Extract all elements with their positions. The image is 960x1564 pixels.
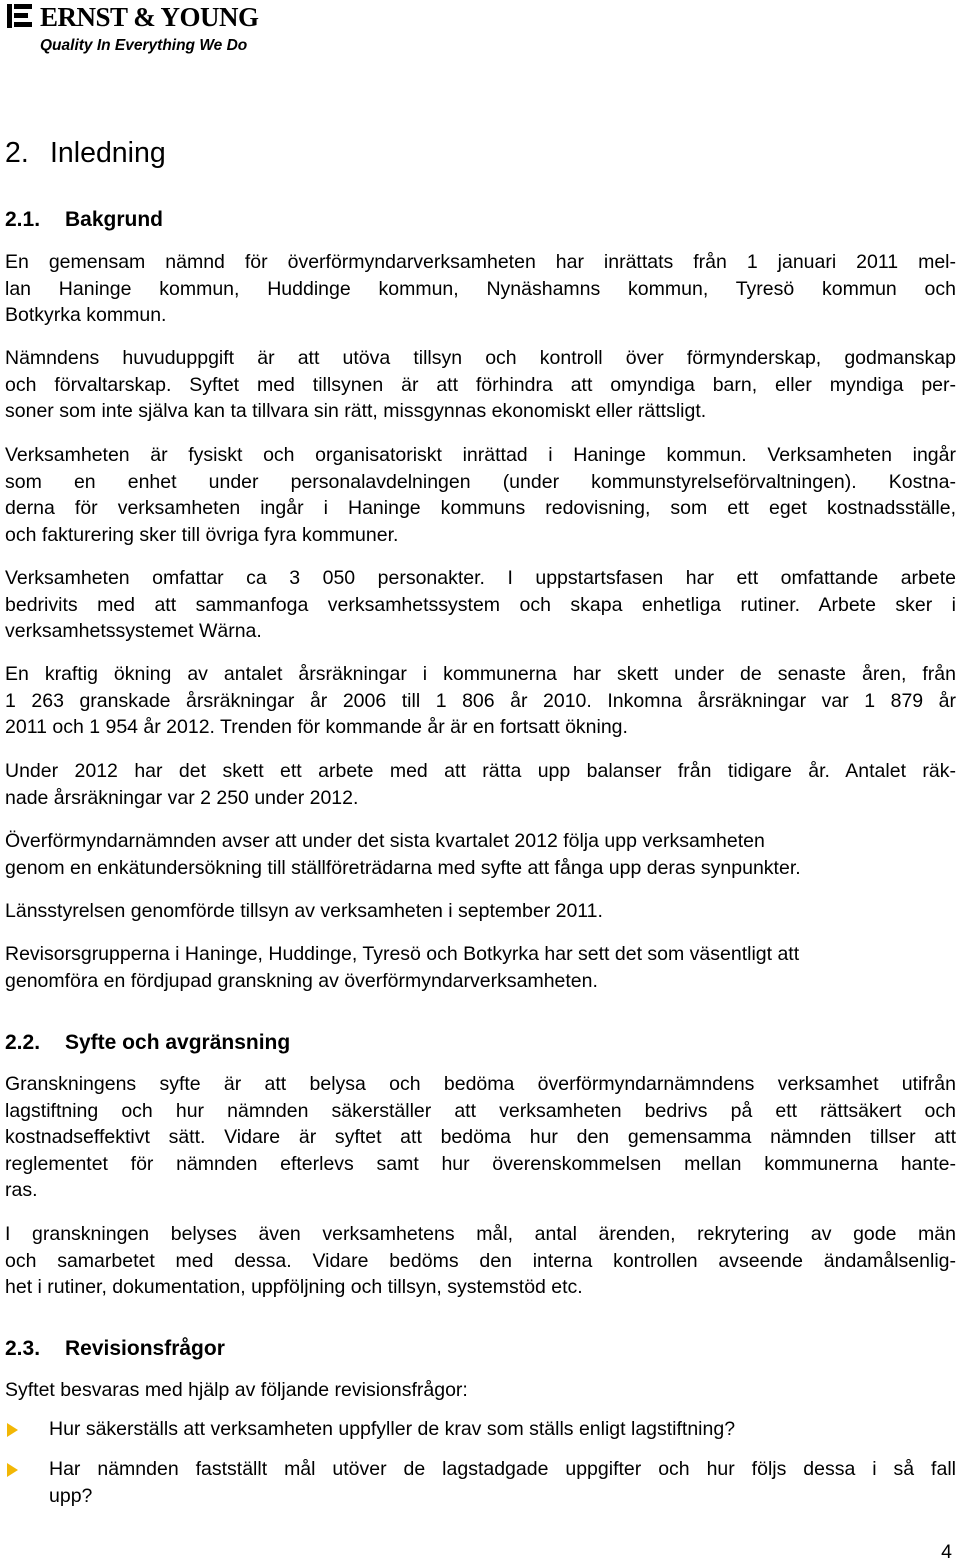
text-line: kostnadseffektivt sätt. Vidare är syftet att bedöma hur den gemensamma nämnden tillser att bbox=[5, 1126, 956, 1149]
section-heading-syfte bbox=[5, 1031, 290, 1055]
paragraph bbox=[5, 565, 956, 645]
text-line: och samarbetet med dessa. Vidare bedöms den interna kontrollen avseende ändamålsenlig- bbox=[5, 1249, 956, 1272]
section-number: 2.3. bbox=[5, 1337, 41, 1360]
text-line: En kraftig ökning av antalet årsräkningar i kommunerna har skett under de senaste åren, från bbox=[5, 663, 956, 685]
text-line: genomföra en fördjupad granskning av överförmyndarverksamheten. bbox=[5, 969, 598, 992]
text-line: I granskningen belyses även verksamhetens mål, antal ärenden, rekrytering av gode män bbox=[5, 1223, 956, 1245]
paragraph bbox=[5, 1221, 956, 1301]
text-line: lagstiftning och hur nämnden säkerställer att verksamheten bedrivs på ett rättsäkert och bbox=[5, 1099, 956, 1122]
section-number: 2.2. bbox=[5, 1031, 41, 1054]
company-logo bbox=[6, 2, 266, 58]
triangle-bullet-icon bbox=[7, 1423, 18, 1437]
text-line: och fakturering sker till övriga fyra kommuner. bbox=[5, 523, 399, 546]
triangle-bullet-icon bbox=[7, 1463, 18, 1477]
bullet-text bbox=[49, 1416, 956, 1443]
text-line: Botkyrka kommun. bbox=[5, 304, 167, 327]
bullet-item bbox=[5, 1416, 956, 1443]
text-line: ras. bbox=[5, 1179, 38, 1202]
text-line: En gemensam nämnd för överförmyndarverksamheten har inrättats från 1 januari 2011 mel- bbox=[5, 251, 956, 273]
text-line: och förvaltarskap. Syftet med tillsynen är att förhindra att omyndiga barn, eller myndiga per- bbox=[5, 373, 956, 396]
chapter-number: 2. bbox=[5, 137, 29, 169]
text-line: Granskningens syfte är att belysa och bedöma överförmyndarnämndens verksamhet utifrån bbox=[5, 1073, 956, 1095]
section-heading-bakgrund bbox=[5, 208, 163, 232]
paragraph bbox=[5, 1071, 956, 1204]
text-line: reglementet för nämnden efterlevs samt hur överenskommelsen mellan kommunerna hante- bbox=[5, 1152, 956, 1175]
text-line: 2011 och 1 954 år 2012. Trenden för kommande år är en fortsatt ökning. bbox=[5, 716, 628, 739]
section-number: 2.1. bbox=[5, 208, 41, 231]
section-title: Bakgrund bbox=[65, 208, 164, 231]
text-line: 1 263 granskade årsräkningar år 2006 till 1 806 år 2010. Inkomna årsräkningar var 1 879 år bbox=[5, 689, 956, 712]
text-line: Har nämnden fastställt mål utöver de lagstadgade uppgifter och hur följs dessa i så fall bbox=[49, 1458, 956, 1480]
text-line: Verksamheten är fysiskt och organisatoriskt inrättad i Haninge kommun. Verksamheten ingår bbox=[5, 444, 956, 466]
text-line: Nämndens huvuduppgift är att utöva tillsyn och kontroll över förmynderskap, godmanskap bbox=[5, 347, 956, 369]
logo-wordmark: ERNST & YOUNG bbox=[40, 2, 259, 32]
text-line: Överförmyndarnämnden avser att under det sista kvartalet 2012 följa upp verksamheten bbox=[5, 830, 765, 852]
bullet-text bbox=[49, 1456, 956, 1510]
section-heading-revisionsfragor bbox=[5, 1337, 225, 1361]
chapter-title: Inledning bbox=[50, 137, 166, 169]
text-line: upp? bbox=[49, 1485, 93, 1507]
text-line: Revisorsgrupperna i Haninge, Huddinge, Tyresö och Botkyrka har sett det som väsentligt att bbox=[5, 943, 800, 965]
text-line: genom en enkätundersökning till ställföreträdarna med syfte att fånga upp deras synpunkter. bbox=[5, 856, 801, 879]
chapter-heading bbox=[5, 137, 166, 170]
bullet-item bbox=[5, 1456, 956, 1510]
section-title: Syfte och avgränsning bbox=[65, 1031, 291, 1054]
paragraph bbox=[5, 941, 956, 994]
section-title: Revisionsfrågor bbox=[65, 1337, 225, 1360]
page-number: 4 bbox=[941, 1541, 952, 1563]
paragraph bbox=[5, 898, 956, 925]
text-line: Under 2012 har det skett ett arbete med att rätta upp balanser från tidigare år. Antalet räk- bbox=[5, 760, 956, 782]
text-line: Hur säkerställs att verksamheten uppfyller de krav som ställs enligt lagstiftning? bbox=[49, 1418, 736, 1440]
paragraph bbox=[5, 249, 956, 329]
text-line: Länsstyrelsen genomförde tillsyn av verksamheten i september 2011. bbox=[5, 900, 603, 922]
paragraph bbox=[5, 1377, 956, 1404]
text-line: verksamhetssystemet Wärna. bbox=[5, 620, 262, 643]
text-line: nade årsräkningar var 2 250 under 2012. bbox=[5, 786, 359, 809]
text-line: som en enhet under personalavdelningen (under kommunstyrelseförvaltningen). Kostna- bbox=[5, 470, 956, 493]
text-line: soner som inte själva kan ta tillvara sin rätt, missgynnas ekonomiskt eller rättsligt. bbox=[5, 400, 707, 423]
ey-logo-mark-icon bbox=[6, 2, 36, 32]
text-line: het i rutiner, dokumentation, uppföljning och tillsyn, systemstöd etc. bbox=[5, 1276, 583, 1299]
paragraph bbox=[5, 828, 956, 881]
paragraph bbox=[5, 661, 956, 741]
text-line: bedrivits med att sammanfoga verksamhetssystem och skapa enhetliga rutiner. Arbete sker i bbox=[5, 593, 956, 616]
logo-tagline: Quality In Everything We Do bbox=[40, 37, 248, 54]
paragraph bbox=[5, 345, 956, 425]
text-line: Syftet besvaras med hjälp av följande revisionsfrågor: bbox=[5, 1379, 468, 1401]
paragraph bbox=[5, 758, 956, 811]
text-line: lan Haninge kommun, Huddinge kommun, Nynäshamns kommun, Tyresö kommun och bbox=[5, 277, 956, 300]
text-line: derna för verksamheten ingår i Haninge kommuns redovisning, som ett eget kostnadsställe, bbox=[5, 497, 956, 520]
text-line: Verksamheten omfattar ca 3 050 personakter. I uppstartsfasen har ett omfattande arbete bbox=[5, 567, 956, 589]
paragraph bbox=[5, 442, 956, 548]
